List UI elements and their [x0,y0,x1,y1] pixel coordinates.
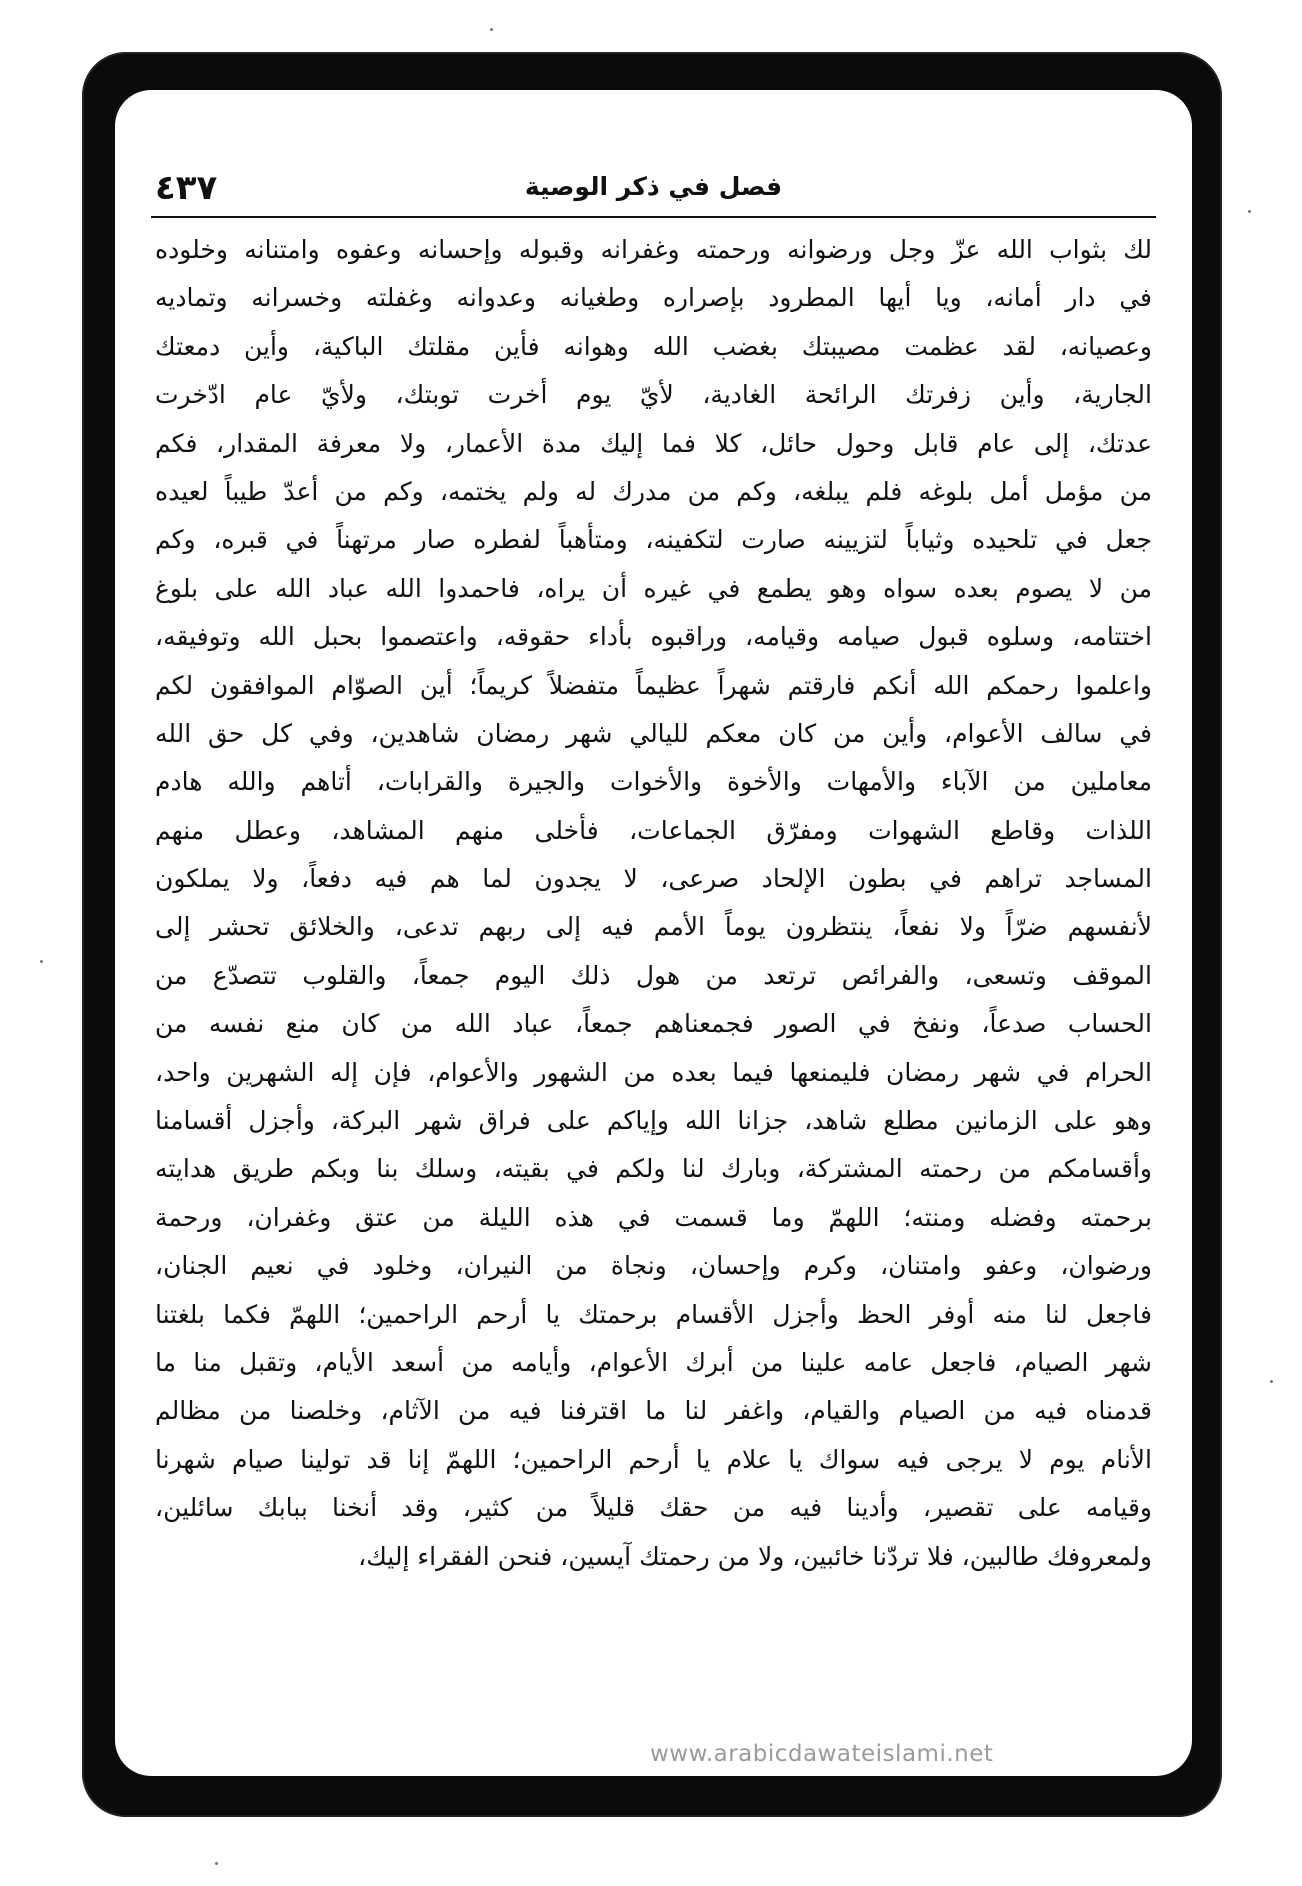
text-line: جعل في تلحيده وثياباً لتزيينه صارت لتكفينه، ومتأهباً لفطره صار مرتهناً في قبره، وكم [155,525,1152,555]
text-line: الحرام في شهر رمضان فليمنعها فيما بعده من الشهور والأعوام، فإن إله الشهرين واحد، [155,1057,1152,1087]
text-line: واعلموا رحمكم الله أنكم فارقتم شهراً عظيماً متفضلاً كريماً؛ أين الصوّام الموافقون لكم [155,670,1152,700]
text-line: شهر الصيام، فاجعل عامه علينا من أبرك الأعوام، وأيامه من أسعد الأيام، وتقبل منا ما [155,1347,1152,1377]
text-line: الموقف وتسعى، والفرائص ترتعد من هول ذلك اليوم جمعاً، والقلوب تتصدّع من [155,960,1152,990]
text-line: معاملين من الآباء والأمهات والأخوة والأخوات والجيرة والقرابات، أتاهم والله هادم [155,767,1152,797]
scan-speck [490,28,493,31]
text-line: لك بثواب الله عزّ وجل ورضوانه ورحمته وغفرانه وقبوله وإحسانه وعفوه وامتنانه وخلوده [155,235,1152,264]
text-line: فاجعل لنا منه أوفر الحظ وأجزل الأقسام برحمتك يا أرحم الراحمين؛ اللهمّ فكما بلغتنا [155,1299,1152,1329]
text-line: الحساب صدعاً، ونفخ في الصور فجمعناهم جمعاً، عباد الله من كان منع نفسه من [155,1009,1152,1039]
page [115,90,1192,1776]
text-line: وأقسامكم من رحمته المشتركة، وبارك لنا ولكم في بقيته، وسلك بنا وبكم طريق هدايته [155,1154,1152,1184]
running-header [155,168,1152,216]
scan-speck [1270,1380,1273,1383]
text-line: من مؤمل أمل بلوغه فلم يبلغه، وكم من مدرك له ولم يختمه، وكم من أعدّ طيباً لعيده [155,476,1152,506]
text-line: عدتك، إلى عام قابل وحول حائل، كلا فما إليك مدة الأعمار، ولا معرفة المقدار، فكم [155,428,1152,458]
watermark: www.arabicdawateislami.net [650,1741,994,1767]
scan-speck [1248,210,1251,213]
text-line: الأنام يوم لا يرجى فيه سواك يا علام يا أرحم الراحمين؛ اللهمّ إنا قد تولينا صيام شهرنا [155,1444,1152,1474]
page-number: ٤٣٧ [155,168,218,208]
text-line: اللذات وقاطع الشهوات ومفرّق الجماعات، فأخلى منهم المشاهد، وعطل منهم [155,815,1152,845]
header-rule [151,216,1156,218]
text-line: من لا يصوم بعده سواه وهو يطمع في غيره أن يراه، فاحمدوا الله عباد الله على بلوغ [155,573,1152,603]
text-line: في سالف الأعوام، وأين من كان معكم لليالي شهر رمضان شاهدين، وفي كل حق الله [155,718,1152,748]
text-line: ولمعروفك طالبين، فلا تردّنا خائبين، ولا من رحمتك آيسين، فنحن الفقراء إليك، [358,1541,1152,1571]
text-line: وعصيانه، لقد عظمت مصيبتك بغضب الله وهوانه فأين مقلتك الباكية، وأين دمعتك [155,331,1152,361]
text-line: في دار أمانه، ويا أيها المطرود بإصراره وطغيانه وعدوانه وغفلته وخسرانه وتماديه [155,283,1152,313]
text-line: لأنفسهم ضرّاً ولا نفعاً، ينتظرون يوماً الأمم فيه إلى ربهم تدعى، والخلائق تحشر إلى [155,912,1152,942]
text-line: وقيامه على تقصير، وأدينا فيه من حقك قليلاً من كثير، وقد أنخنا ببابك سائلين، [155,1493,1152,1523]
scan-speck [40,960,43,963]
text-line: وهو على الزمانين مطلع شاهد، جزانا الله وإياكم على فراق شهر البركة، وأجزل أقسامنا [155,1106,1152,1136]
text-line: برحمته وفضله ومنته؛ اللهمّ وما قسمت في هذه الليلة من عتق وغفران، ورحمة [155,1202,1152,1232]
text-line: المساجد تراهم في بطون الإلحاد صرعى، لا يجدون لما هم فيه دفعاً، ولا يملكون [155,864,1152,894]
scan-speck [215,1862,218,1865]
text-line: اختتامه، وسلوه قبول صيامه وقيامه، وراقبوه بأداء حقوقه، واعتصموا بحبل الله وتوفيقه، [155,622,1152,652]
text-line: قدمناه فيه من الصيام والقيام، واغفر لنا ما اقترفنا فيه من الآثام، وخلصنا من مظالم [155,1396,1152,1426]
body-text [155,226,1152,1581]
text-line: ورضوان، وعفو وامتنان، وكرم وإحسان، ونجاة من النيران، وخلود في نعيم الجنان، [155,1251,1152,1281]
chapter-title: فصل في ذكر الوصية [524,172,783,201]
text-line: الجارية، وأين زفرتك الرائحة الغادية، لأيّ يوم أخرت توبتك، ولأيّ عام ادّخرت [155,380,1152,410]
